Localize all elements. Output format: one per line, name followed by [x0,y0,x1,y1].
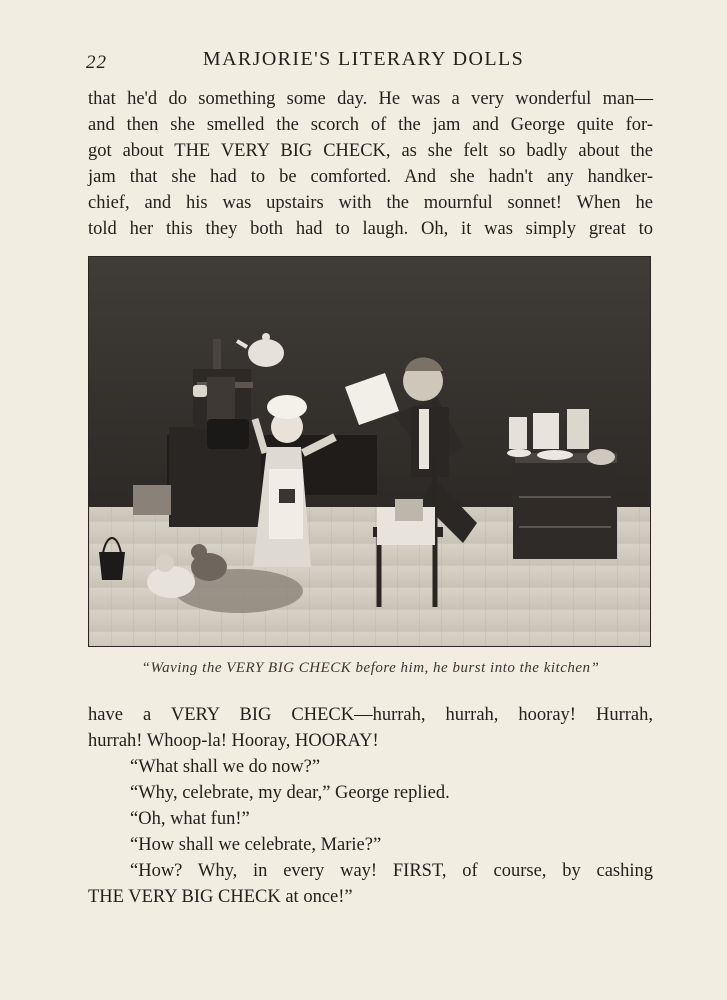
text-line: chief, and his was upstairs with the mournful sonnet! When he [88,193,653,213]
page-number: 22 [86,52,107,73]
text-line: “How? Why, in every way! FIRST, of course, by cashing [130,861,653,881]
text-line: got about THE VERY BIG CHECK, as she felt so badly about the [88,141,653,161]
text-line: told her this they both had to laugh. Oh, it was simply great to [88,219,653,239]
text-line: hurrah! Whoop-la! Hooray, HOORAY! [88,731,379,751]
doll-kitchen-photograph [88,256,651,647]
text-line: “How shall we celebrate, Marie?” [130,835,382,855]
text-line: “Oh, what fun!” [130,809,250,829]
text-line: “Why, celebrate, my dear,” George replied. [130,783,450,803]
text-line: and then she smelled the scorch of the jam and George quite for- [88,115,653,135]
running-title: MARJORIE'S LITERARY DOLLS [202,48,525,70]
text-line: that he'd do something some day. He was a very wonderful man— [88,89,653,109]
text-line: THE VERY BIG CHECK at once!” [88,887,353,907]
text-line: jam that she had to be comforted. And she hadn't any handker- [88,167,653,187]
page-header [0,48,727,78]
text-line: “What shall we do now?” [130,757,321,777]
photo-caption: “Waving the VERY BIG CHECK before him, he burst into the kitchen” [141,660,600,676]
paragraph-bottom [88,702,653,910]
paragraph-top [88,86,653,242]
text-line: have a VERY BIG CHECK—hurrah, hurrah, hooray! Hurrah, [88,705,653,725]
